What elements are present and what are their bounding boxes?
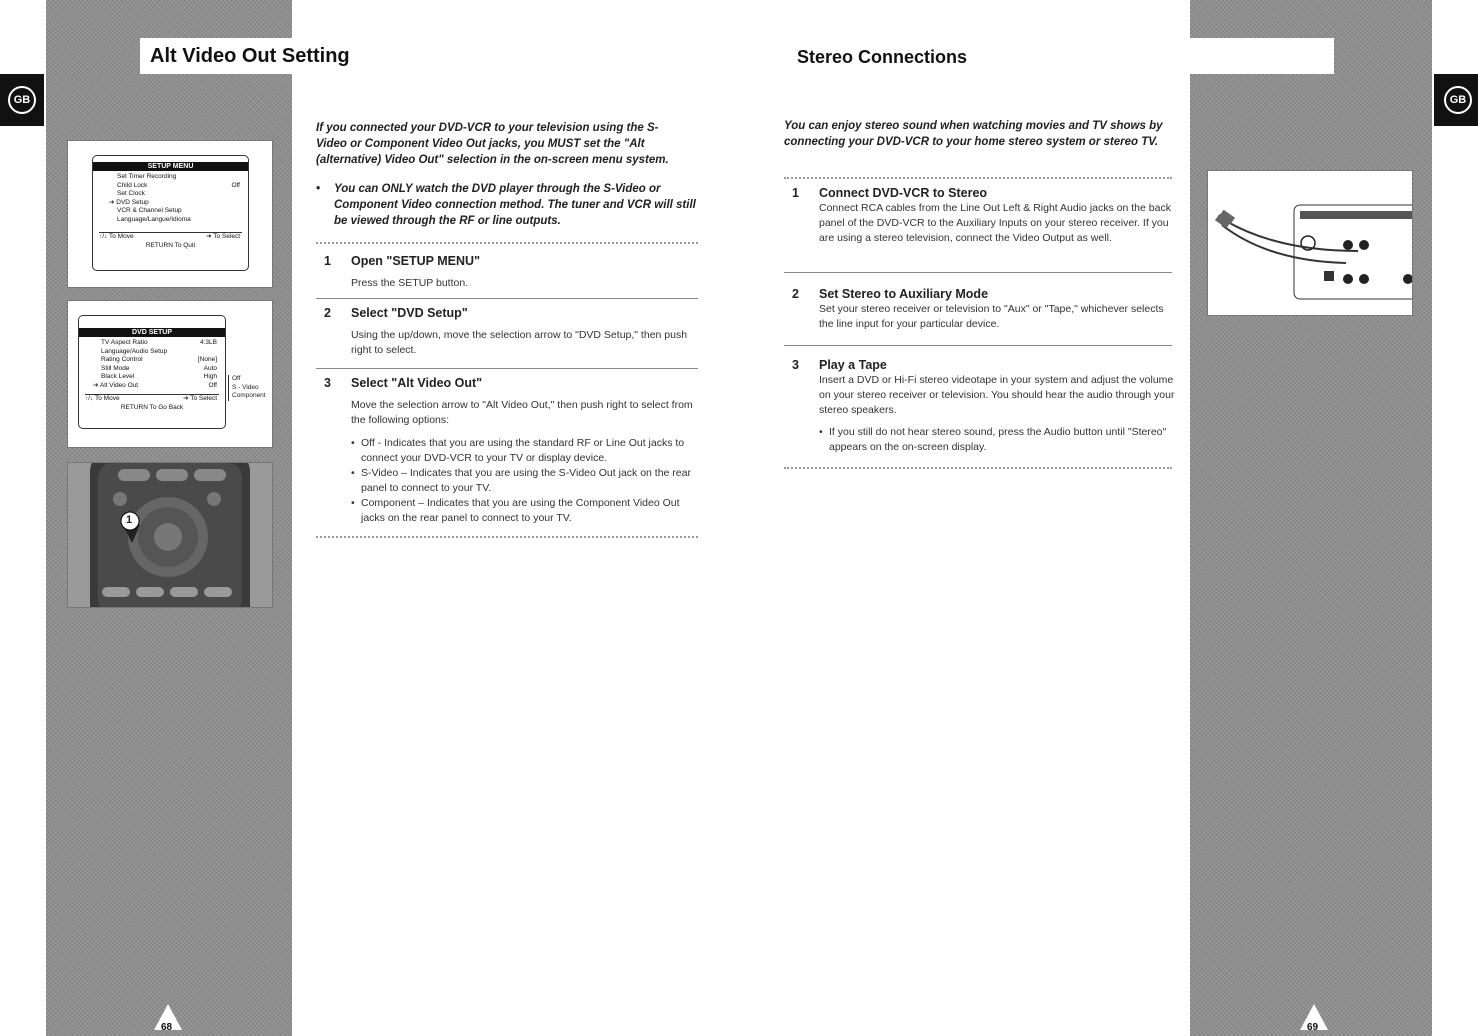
gb-label: GB: [8, 86, 36, 114]
remote-callout-number: 1: [126, 514, 133, 526]
right-rule-2: [784, 345, 1172, 346]
step-body: Connect RCA cables from the Line Out Left & Right Audio jacks on the back panel of the DVD-VCR to the Auxiliary Inputs on your stereo receiver. If you are using a stereo television, connect the Video Output as well.: [819, 202, 1171, 244]
left-page-title: Alt Video Out Setting: [150, 45, 350, 67]
menu-item-timer: Set Timer Recording: [117, 173, 177, 180]
dvd-item-alt-video: ➔ Alt Video Out Off: [93, 381, 217, 389]
left-rule-1: [316, 298, 698, 299]
option-off: Off: [232, 375, 241, 382]
remote-illustration: [68, 463, 272, 607]
step-heading: Open "SETUP MENU": [351, 254, 480, 268]
step-body: Using the up/down, move the selection arrow to "DVD Setup," then push right to select.: [351, 329, 688, 356]
gb-label: GB: [1444, 86, 1472, 114]
left-rule-2: [316, 368, 698, 369]
step-body: Press the SETUP button.: [351, 277, 469, 289]
dvd-setup-screen: [78, 315, 226, 429]
step-heading: Set Stereo to Auxiliary Mode: [819, 287, 989, 301]
step-body: Set your stereo receiver or television to "Aux" or "Tape," whichever selects the line input for your particular device.: [819, 303, 1164, 330]
setup-menu-header: SETUP MENU: [93, 162, 248, 171]
left-divider-bottom: [316, 536, 698, 538]
menu-footer-quit: RETURN To Quit: [145, 241, 196, 249]
right-intro-text: You can enjoy stereo sound when watching movies and TV shows by connecting your DVD-VCR to your home stereo system or stereo TV.: [784, 120, 1163, 148]
right-title-bar: [1190, 38, 1334, 74]
right-page-number: 69: [1307, 1022, 1319, 1033]
bullet-component: • Component – Indicates that you are using the Component Video Out jacks on the rear panel to connect to your TV.: [351, 496, 699, 526]
dvd-footer-back: RETURN To Go Back: [120, 403, 184, 411]
option-component: Component: [232, 392, 266, 399]
rear-panel-illustration: [1207, 170, 1413, 316]
step-body: Move the selection arrow to "Alt Video Out," then push right to select from the following options: • Off - Indicates that you are using the standard RF or Line Out jacks to connect your DVD-VCR to your TV or display device. • S-Video – Indicates that you are using the S-Video Out jack on the rear panel to connect to your TV. • Component – Indicates that you are using the Component Video Out jacks on the rear panel to connect to your TV.: [351, 398, 699, 526]
right-divider-bottom: [784, 467, 1172, 469]
dvd-item-aspect: TV Aspect Ratio 4:3LB: [101, 339, 217, 346]
dvd-item-rating: Rating Control [None]: [101, 356, 217, 363]
left-gb-badge: [0, 74, 44, 126]
step-heading: Play a Tape: [819, 358, 887, 372]
bullet-s-video: • S-Video – Indicates that you are using the S-Video Out jack on the rear panel to connect to your TV.: [351, 466, 699, 496]
bullet-off: • Off - Indicates that you are using the standard RF or Line Out jacks to connect your DVD-VCR to your TV or display device.: [351, 436, 699, 466]
right-rule-1: [784, 272, 1172, 273]
right-divider-top: [784, 177, 1172, 179]
setup-menu-panel: [67, 140, 273, 288]
bullet-stereo: • If you still do not hear stereo sound, press the Audio button until "Stereo" appears on the on-screen display.: [819, 425, 1175, 455]
rca-cable-illustration: [1208, 171, 1412, 315]
step-heading: Select "Alt Video Out": [351, 376, 483, 390]
left-page-number: 68: [161, 1022, 173, 1033]
step-heading: Select "DVD Setup": [351, 306, 468, 320]
setup-menu-screen: [92, 155, 249, 271]
menu-item-vcr-channel: VCR & Channel Setup: [117, 207, 182, 214]
right-gray-sidebar: [1190, 0, 1432, 1036]
dvd-footer-row: ↑/↓ To Move ➔ To Select: [85, 395, 217, 402]
left-divider-top: [316, 242, 698, 244]
dvd-item-still: Still Mode Auto: [101, 364, 217, 372]
menu-item-child-lock: Child Lock Off: [117, 181, 240, 189]
menu-item-clock: Set Clock: [117, 190, 145, 197]
menu-footer-row: ↑/↓ To Move ➔ To Select: [99, 233, 240, 240]
alt-video-options: [228, 375, 266, 401]
dvd-item-language: Language/Audio Setup: [101, 347, 168, 355]
remote-panel: [67, 462, 273, 608]
left-intro-text: If you connected your DVD-VCR to your television using the S-Video or Component Video Out jacks, you MUST set the "Alt (alternative) Video Out" selection in the on-screen menu system.: [316, 122, 669, 166]
dvd-setup-panel: [67, 300, 273, 448]
left-note-text: • You can ONLY watch the DVD player through the S-Video or Component Video connection method. The tuner and VCR will still be viewed through the RF or line outputs.: [316, 181, 698, 229]
menu-item-language: Language/Langue/Idioma: [117, 215, 191, 223]
dvd-setup-header: DVD SETUP: [79, 328, 225, 337]
menu-item-dvd-setup: ➔ DVD Setup: [109, 198, 149, 206]
step-body: Insert a DVD or Hi-Fi stereo videotape in your system and adjust the volume on your stereo receiver or television. You should hear the audio through your stereo speakers. • If you still do not hear stereo sound, press the Audio button until "Stereo" appears on the on-screen display.: [819, 373, 1175, 455]
step-heading: Connect DVD-VCR to Stereo: [819, 186, 988, 200]
option-s-video: S - Video: [232, 383, 259, 391]
dvd-item-black: Black Level High: [101, 373, 217, 380]
right-gb-badge: [1434, 74, 1478, 126]
right-page-title: Stereo Connections: [797, 47, 968, 67]
